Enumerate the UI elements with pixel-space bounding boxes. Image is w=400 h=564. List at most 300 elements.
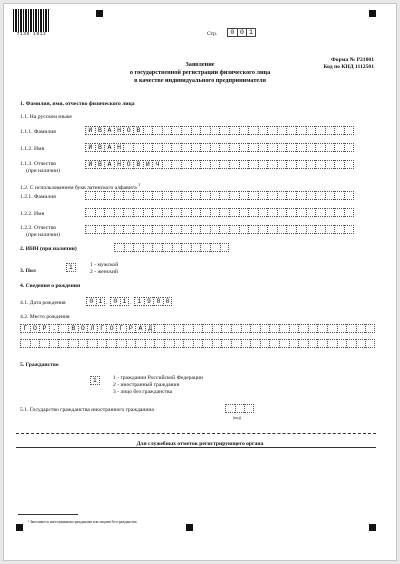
lat-name-field[interactable] [85,208,354,217]
char-cell[interactable] [258,160,268,169]
char-cell[interactable] [258,208,268,217]
char-cell[interactable] [181,126,191,135]
char-cell[interactable]: Л [87,324,97,333]
char-cell[interactable] [85,191,95,200]
char-cell[interactable] [162,143,172,152]
char-cell[interactable] [239,191,249,200]
char-cell[interactable] [143,225,153,234]
char-cell[interactable]: Д [145,324,155,333]
birth-date-cell[interactable]: 1 [134,297,144,306]
char-cell[interactable] [244,404,254,413]
char-cell[interactable] [229,160,239,169]
char-cell[interactable] [191,191,201,200]
char-cell[interactable] [315,191,325,200]
char-cell[interactable] [124,243,134,252]
knd-code: Код по КНД 1112501 [323,64,374,70]
birth-date-cell[interactable]: 0 [163,297,173,306]
char-cell[interactable] [20,339,30,348]
char-cell[interactable] [152,208,162,217]
lat-patronymic-label: 1.2.3. Отчество [20,225,57,231]
lat-patronymic-field[interactable] [85,225,354,234]
char-cell[interactable] [191,160,201,169]
char-cell[interactable] [162,126,172,135]
char-cell[interactable] [317,339,327,348]
char-cell[interactable] [337,339,347,348]
char-cell[interactable] [286,126,296,135]
char-cell[interactable] [298,339,308,348]
char-cell[interactable] [114,191,124,200]
char-cell[interactable] [164,339,174,348]
page-number-cell[interactable]: 0 [237,28,247,37]
char-cell[interactable] [334,225,344,234]
char-cell[interactable] [344,126,354,135]
char-cell[interactable]: Н [114,126,124,135]
char-cell[interactable] [267,143,277,152]
name-field[interactable] [85,143,354,152]
char-cell[interactable] [143,191,153,200]
char-cell[interactable]: А [104,126,114,135]
char-cell[interactable] [133,191,143,200]
char-cell[interactable] [39,339,49,348]
char-cell[interactable] [298,324,308,333]
citizenship-option-3: 3 - лицо без гражданства [113,389,173,395]
char-cell[interactable] [334,208,344,217]
char-cell[interactable]: И [143,160,153,169]
char-cell[interactable] [267,225,277,234]
char-cell[interactable] [286,143,296,152]
char-cell[interactable]: В [133,160,143,169]
char-cell[interactable] [296,143,306,152]
char-cell[interactable] [219,225,229,234]
char-cell[interactable] [162,243,172,252]
char-cell[interactable] [191,126,201,135]
char-cell[interactable] [126,339,136,348]
char-cell[interactable] [193,339,203,348]
char-cell[interactable] [258,191,268,200]
char-cell[interactable] [306,126,316,135]
char-cell[interactable] [344,225,354,234]
char-cell[interactable] [286,225,296,234]
char-cell[interactable]: А [104,160,114,169]
char-cell[interactable] [220,243,230,252]
char-cell[interactable] [365,324,375,333]
char-cell[interactable] [308,324,318,333]
corner-marker-bottom-left [16,524,23,531]
char-cell[interactable] [267,191,277,200]
char-cell[interactable] [306,143,316,152]
char-cell[interactable] [143,126,153,135]
char-cell[interactable] [325,160,335,169]
char-cell[interactable] [181,191,191,200]
char-cell[interactable] [229,208,239,217]
char-cell[interactable] [181,143,191,152]
char-cell[interactable] [231,324,241,333]
form-number: Форма № Р21001 [330,57,374,63]
birth-date-cell[interactable]: 1 [96,297,106,306]
char-cell[interactable] [267,126,277,135]
char-cell[interactable]: В [95,126,105,135]
char-cell[interactable] [277,225,287,234]
char-cell[interactable] [250,324,260,333]
char-cell[interactable] [315,160,325,169]
char-cell[interactable] [87,339,97,348]
char-cell[interactable] [210,126,220,135]
char-cell[interactable] [152,225,162,234]
char-cell[interactable] [308,339,318,348]
char-cell[interactable] [210,160,220,169]
char-cell[interactable]: . [49,324,59,333]
char-cell[interactable] [200,126,210,135]
char-cell[interactable]: Ч [152,160,162,169]
section4-heading: 4. Сведения о рождении [20,283,81,289]
char-cell[interactable] [191,225,201,234]
char-cell[interactable] [164,324,174,333]
char-cell[interactable] [248,191,258,200]
char-cell[interactable] [106,339,116,348]
char-cell[interactable] [248,208,258,217]
char-cell[interactable] [123,191,133,200]
char-cell[interactable] [235,404,245,413]
char-cell[interactable] [95,225,105,234]
char-cell[interactable] [306,191,316,200]
birth-date-cell[interactable]: 9 [144,297,154,306]
char-cell[interactable] [171,126,181,135]
char-cell[interactable] [114,225,124,234]
char-cell[interactable] [171,225,181,234]
birth-place-row-1[interactable] [20,324,375,333]
char-cell[interactable] [258,225,268,234]
char-cell[interactable] [279,339,289,348]
char-cell[interactable] [325,191,335,200]
char-cell[interactable] [154,339,164,348]
char-cell[interactable] [162,225,172,234]
char-cell[interactable]: О [78,324,88,333]
char-cell[interactable] [229,191,239,200]
char-cell[interactable] [200,225,210,234]
char-cell[interactable] [277,143,287,152]
office-separator [16,433,376,434]
char-cell[interactable] [325,126,335,135]
char-cell[interactable] [78,339,88,348]
char-cell[interactable]: В [95,160,105,169]
char-cell[interactable]: И [85,160,95,169]
char-cell[interactable]: И [85,126,95,135]
char-cell[interactable] [85,225,95,234]
char-cell[interactable] [143,208,153,217]
char-cell[interactable] [346,324,356,333]
char-cell[interactable] [289,324,299,333]
char-cell[interactable] [152,191,162,200]
char-cell[interactable] [306,208,316,217]
char-cell[interactable] [171,143,181,152]
char-cell[interactable]: О [123,126,133,135]
char-cell[interactable] [133,225,143,234]
char-cell[interactable]: И [85,143,95,152]
char-cell[interactable] [317,324,327,333]
char-cell[interactable] [143,143,153,152]
char-cell[interactable] [123,143,133,152]
char-cell[interactable] [219,191,229,200]
char-cell[interactable] [231,339,241,348]
char-cell[interactable] [114,208,124,217]
birth-day-field[interactable] [86,297,108,306]
char-cell[interactable] [174,324,184,333]
char-cell[interactable] [286,160,296,169]
sex-value-cell[interactable]: 1 [66,263,76,272]
char-cell[interactable] [325,225,335,234]
char-cell[interactable]: О [123,160,133,169]
char-cell[interactable] [210,243,220,252]
char-cell[interactable] [210,191,220,200]
char-cell[interactable] [346,339,356,348]
char-cell[interactable] [248,143,258,152]
char-cell[interactable] [221,324,231,333]
char-cell[interactable] [143,243,153,252]
char-cell[interactable] [260,339,270,348]
birth-month-field[interactable] [110,297,132,306]
char-cell[interactable] [344,143,354,152]
char-cell[interactable] [181,208,191,217]
char-cell[interactable] [315,143,325,152]
char-cell[interactable] [133,208,143,217]
char-cell[interactable] [269,324,279,333]
char-cell[interactable] [239,225,249,234]
char-cell[interactable] [202,324,212,333]
char-cell[interactable] [296,225,306,234]
char-cell[interactable] [241,339,251,348]
char-cell[interactable] [344,160,354,169]
char-cell[interactable] [104,225,114,234]
char-cell[interactable] [171,160,181,169]
char-cell[interactable]: О [106,324,116,333]
char-cell[interactable] [267,208,277,217]
char-cell[interactable]: В [95,143,105,152]
char-cell[interactable] [162,208,172,217]
char-cell[interactable] [356,339,366,348]
char-cell[interactable] [200,143,210,152]
char-cell[interactable]: А [135,324,145,333]
char-cell[interactable] [365,339,375,348]
char-cell[interactable]: Н [114,143,124,152]
char-cell[interactable]: А [104,143,114,152]
char-cell[interactable] [229,143,239,152]
char-cell[interactable] [239,160,249,169]
char-cell[interactable] [212,324,222,333]
char-cell[interactable] [250,339,260,348]
patronymic-note: (при наличии) [26,168,61,174]
char-cell[interactable] [123,225,133,234]
char-cell[interactable] [183,324,193,333]
char-cell[interactable] [260,324,270,333]
char-cell[interactable] [325,143,335,152]
birth-date-cell[interactable]: 8 [153,297,163,306]
char-cell[interactable] [277,126,287,135]
page-number-cell[interactable]: 0 [227,28,237,37]
char-cell[interactable] [210,208,220,217]
char-cell[interactable] [202,339,212,348]
char-cell[interactable] [171,208,181,217]
char-cell[interactable] [296,191,306,200]
char-cell[interactable] [200,208,210,217]
char-cell[interactable] [104,208,114,217]
char-cell[interactable] [133,143,143,152]
char-cell[interactable] [327,324,337,333]
char-cell[interactable] [212,339,222,348]
char-cell[interactable] [191,243,201,252]
char-cell[interactable]: В [133,126,143,135]
char-cell[interactable] [306,225,316,234]
char-cell[interactable]: Г [97,324,107,333]
char-cell[interactable] [258,126,268,135]
char-cell[interactable] [334,191,344,200]
inn-field[interactable] [114,243,229,252]
char-cell[interactable] [286,191,296,200]
char-cell[interactable] [219,160,229,169]
char-cell[interactable] [248,225,258,234]
char-cell[interactable] [97,339,107,348]
char-cell[interactable]: Р [126,324,136,333]
char-cell[interactable] [95,191,105,200]
char-cell[interactable] [267,160,277,169]
char-cell[interactable]: О [30,324,40,333]
char-cell[interactable] [58,339,68,348]
char-cell[interactable] [30,339,40,348]
char-cell[interactable] [279,324,289,333]
char-cell[interactable] [85,208,95,217]
char-cell[interactable] [327,339,337,348]
char-cell[interactable] [229,225,239,234]
char-cell[interactable] [145,339,155,348]
citizenship-value-cell[interactable]: 1 [90,376,100,385]
char-cell[interactable] [289,339,299,348]
char-cell[interactable] [172,243,182,252]
foreign-state-label: 5.1. Государство гражданства иностранного гражданина [20,407,154,413]
char-cell[interactable] [191,208,201,217]
char-cell[interactable] [225,404,235,413]
char-cell[interactable] [296,160,306,169]
char-cell[interactable] [334,143,344,152]
birth-date-cell[interactable]: 1 [120,297,130,306]
char-cell[interactable]: Н [114,160,124,169]
char-cell[interactable] [296,208,306,217]
char-cell[interactable] [174,339,184,348]
char-cell[interactable] [133,243,143,252]
char-cell[interactable] [258,143,268,152]
char-cell[interactable] [49,339,59,348]
char-cell[interactable] [200,243,210,252]
char-cell[interactable] [219,208,229,217]
char-cell[interactable] [315,225,325,234]
char-cell[interactable] [58,324,68,333]
char-cell[interactable] [219,143,229,152]
char-cell[interactable] [171,191,181,200]
char-cell[interactable] [181,160,191,169]
char-cell[interactable] [344,208,354,217]
citizenship-field[interactable] [90,376,100,385]
char-cell[interactable] [210,143,220,152]
page-number-cell[interactable]: 1 [246,28,256,37]
char-cell[interactable] [286,208,296,217]
citizenship-option-1: 1 - гражданин Российской Федерации [113,375,203,381]
char-cell[interactable] [135,339,145,348]
char-cell[interactable] [104,191,114,200]
char-cell[interactable] [193,324,203,333]
char-cell[interactable] [152,243,162,252]
char-cell[interactable] [337,324,347,333]
lat-surname-field[interactable] [85,191,354,200]
char-cell[interactable] [241,324,251,333]
char-cell[interactable]: Р [39,324,49,333]
char-cell[interactable] [116,339,126,348]
char-cell[interactable] [248,126,258,135]
char-cell[interactable] [325,208,335,217]
foreign-state-field[interactable] [225,404,254,413]
char-cell[interactable]: Г [116,324,126,333]
char-cell[interactable] [315,208,325,217]
char-cell[interactable] [152,126,162,135]
char-cell[interactable] [181,225,191,234]
birth-date-cell[interactable]: 0 [110,297,120,306]
char-cell[interactable] [334,160,344,169]
char-cell[interactable] [162,191,172,200]
char-cell[interactable] [221,339,231,348]
char-cell[interactable] [200,191,210,200]
char-cell[interactable] [229,126,239,135]
char-cell[interactable] [277,191,287,200]
char-cell[interactable] [315,126,325,135]
birth-year-field[interactable] [134,297,172,306]
char-cell[interactable] [306,160,316,169]
char-cell[interactable] [239,126,249,135]
char-cell[interactable] [277,160,287,169]
char-cell[interactable] [344,191,354,200]
char-cell[interactable] [296,126,306,135]
char-cell[interactable] [152,143,162,152]
char-cell[interactable] [334,126,344,135]
char-cell[interactable] [200,160,210,169]
patronymic-field[interactable] [85,160,354,169]
char-cell[interactable]: В [68,324,78,333]
char-cell[interactable] [123,208,133,217]
birth-date-dot: . [130,300,132,306]
char-cell[interactable] [183,339,193,348]
char-cell[interactable] [277,208,287,217]
char-cell[interactable] [239,143,249,152]
birth-date-cell[interactable]: 0 [86,297,96,306]
char-cell[interactable] [181,243,191,252]
char-cell[interactable] [210,225,220,234]
char-cell[interactable] [356,324,366,333]
char-cell[interactable] [248,160,258,169]
corner-marker-top-right [369,10,376,17]
section1-sub-latin-text: 1.2. С использованием букв латинского алфавита [20,184,137,191]
char-cell[interactable] [68,339,78,348]
char-cell[interactable] [114,243,124,252]
birth-place-row-2[interactable] [20,339,375,348]
char-cell[interactable] [154,324,164,333]
char-cell[interactable] [191,143,201,152]
char-cell[interactable] [239,208,249,217]
lat-name-label: 1.2.2. Имя [20,211,45,217]
char-cell[interactable] [95,208,105,217]
char-cell[interactable] [219,126,229,135]
surname-field[interactable] [85,126,354,135]
char-cell[interactable] [269,339,279,348]
barcode-image [13,9,50,32]
char-cell[interactable] [162,160,172,169]
sex-field[interactable] [66,263,76,272]
char-cell[interactable]: Г [20,324,30,333]
